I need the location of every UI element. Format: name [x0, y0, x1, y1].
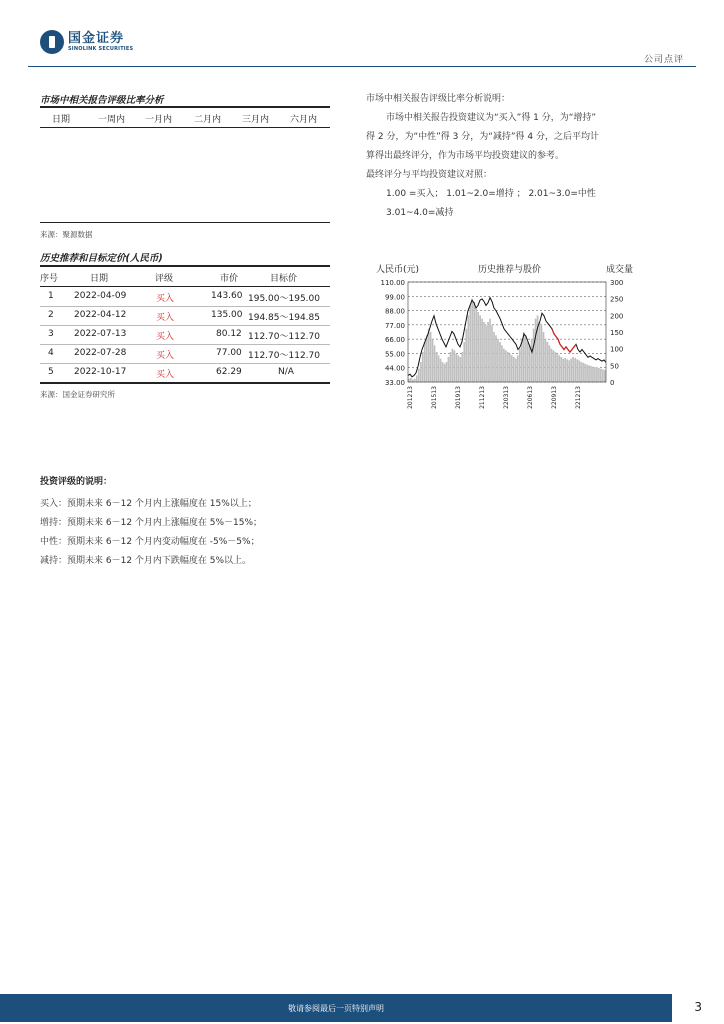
history-table-source: 来源：国金证券研究所	[40, 390, 115, 399]
brand-logo-icon	[40, 30, 64, 54]
history-header-rating: 评级	[155, 274, 174, 284]
volume-bar	[465, 329, 467, 382]
volume-bar	[584, 364, 586, 382]
chart-y-tick-left: 55.00	[384, 350, 405, 359]
history-table-title: 历史推荐和目标定价(人民币)	[40, 253, 163, 264]
volume-bar	[507, 352, 509, 382]
volume-bar	[491, 325, 493, 382]
volume-bar	[434, 345, 436, 382]
recommendation-segment	[552, 329, 576, 352]
rating-explain-buy: 买入：预期未来 6－12 个月内上涨幅度在 15%以上；	[40, 499, 257, 509]
chart-x-tick: 220613	[527, 386, 534, 409]
history-header-target: 目标价	[270, 274, 298, 284]
volume-bar	[545, 339, 547, 382]
volume-bar	[446, 362, 448, 382]
history-row-price: 77.00	[216, 348, 242, 358]
volume-bar	[570, 359, 572, 382]
volume-bar	[503, 349, 505, 382]
history-row-target: 195.00～195.00	[248, 294, 320, 304]
ratio-header-6m: 六月内	[290, 115, 318, 125]
volume-bar	[527, 342, 529, 382]
chart-ylabel-right: 成交量	[606, 265, 634, 275]
ratio-explain-title: 市场中相关报告评级比率分析说明：	[366, 94, 511, 104]
volume-bar	[594, 367, 596, 382]
chart-y-tick-left: 99.00	[384, 293, 405, 302]
volume-bar	[509, 354, 511, 382]
volume-bar	[412, 379, 414, 382]
volume-bar	[469, 305, 471, 382]
chart-y-tick-right: 300	[610, 279, 624, 287]
volume-bar	[551, 349, 553, 382]
volume-bar	[604, 370, 606, 382]
chart-x-tick: 221213	[575, 386, 582, 409]
volume-bar	[523, 332, 525, 382]
volume-bar	[477, 312, 479, 382]
rating-explain-overweight: 增持：预期未来 6－12 个月内上涨幅度在 5%－15%；	[40, 518, 263, 528]
volume-bar	[586, 365, 588, 382]
volume-bar	[543, 332, 545, 382]
volume-bar	[424, 342, 426, 382]
chart-y-tick-right: 100	[610, 345, 624, 354]
chart-title: 历史推荐与股价	[478, 265, 542, 275]
volume-bar	[475, 309, 477, 382]
chart-y-tick-right: 250	[610, 295, 624, 304]
volume-bar	[440, 359, 442, 382]
history-header-date: 日期	[90, 274, 109, 284]
history-row-rating: 买入	[156, 313, 175, 323]
ratio-explain-line: 算得出最终评分，作为市场平均投资建议的参考。	[366, 151, 565, 161]
history-row-date: 2022-04-09	[74, 291, 127, 301]
history-row-date: 2022-07-28	[74, 348, 127, 358]
history-table-header-rule	[40, 286, 330, 287]
ratio-table-bottom-rule	[40, 222, 330, 223]
ratio-table-header-rule	[40, 127, 330, 128]
volume-bar	[602, 369, 604, 382]
volume-bar	[418, 369, 420, 382]
volume-bar	[428, 329, 430, 382]
chart-ylabel-left: 人民币(元)	[376, 265, 420, 275]
volume-bar	[525, 335, 527, 382]
ratio-explain-line: 3.01~4.0=减持	[386, 208, 454, 218]
history-row-divider	[40, 363, 330, 364]
volume-bar	[539, 322, 541, 382]
chart-y-tick-left: 88.00	[384, 307, 405, 316]
volume-bar	[560, 357, 562, 382]
ratio-explain-line: 市场中相关报告投资建议为“买入”得 1 分，为“增持”	[386, 113, 597, 123]
volume-bar	[422, 352, 424, 382]
volume-bar	[495, 335, 497, 382]
volume-bar	[553, 350, 555, 382]
ratio-header-week: 一周内	[98, 115, 126, 125]
history-row-rating: 买入	[156, 370, 175, 380]
chart-x-tick: 201213	[407, 386, 414, 409]
volume-bar	[410, 378, 412, 382]
brand-logo	[40, 30, 133, 54]
volume-bar	[444, 364, 446, 382]
volume-bar	[481, 319, 483, 382]
volume-bar	[501, 345, 503, 382]
volume-bar	[572, 357, 574, 382]
history-row-no: 5	[48, 367, 54, 377]
rating-explain-title: 投资评级的说明：	[40, 477, 113, 487]
history-row-no: 2	[48, 310, 54, 320]
chart-y-tick-right: 0	[610, 379, 615, 387]
volume-bar	[479, 315, 481, 382]
volume-bar	[426, 335, 428, 382]
volume-bar	[448, 357, 450, 382]
history-row-target: 194.85～194.85	[248, 313, 320, 323]
volume-bar	[442, 362, 444, 382]
ratio-header-1m: 一月内	[145, 115, 173, 125]
volume-bar	[558, 355, 560, 382]
chart-y-tick-left: 77.00	[384, 321, 405, 330]
ratio-explain-line: 得 2 分，为“中性”得 3 分，为“减持”得 4 分，之后平均计	[366, 132, 599, 142]
history-row-date: 2022-07-13	[74, 329, 127, 339]
volume-bar	[461, 352, 463, 382]
volume-bar	[576, 359, 578, 382]
volume-bar	[438, 355, 440, 382]
history-row-divider	[40, 344, 330, 345]
chart-x-tick: 201913	[455, 386, 462, 409]
history-row-price: 143.60	[211, 291, 243, 301]
history-row-rating: 买入	[156, 294, 175, 304]
volume-bar	[511, 355, 513, 382]
rating-explain-underweight: 减持：预期未来 6－12 个月内下跌幅度在 5%以上。	[40, 556, 252, 566]
volume-bar	[416, 375, 418, 382]
volume-bar	[459, 357, 461, 382]
volume-bar	[574, 358, 576, 382]
chart-x-tick: 211213	[479, 386, 486, 409]
history-row-no: 3	[48, 329, 54, 339]
volume-bar	[519, 349, 521, 382]
history-row-divider	[40, 325, 330, 326]
chart-x-tick: 201513	[431, 386, 438, 409]
chart-x-tick: 220913	[551, 386, 558, 409]
volume-bar	[529, 345, 531, 382]
volume-bar	[590, 366, 592, 382]
footer-disclaimer: 敬请参阅最后一页特别声明	[288, 1004, 384, 1013]
ratio-header-date: 日期	[52, 115, 71, 125]
history-row-rating: 买入	[156, 351, 175, 361]
document-type: 公司点评	[643, 55, 684, 65]
history-row-rating: 买入	[156, 332, 175, 342]
volume-bar	[568, 360, 570, 382]
volume-bar	[463, 342, 465, 382]
volume-bar	[420, 362, 422, 382]
history-header-no: 序号	[40, 274, 59, 284]
volume-bar	[471, 299, 473, 382]
volume-bar	[596, 367, 598, 382]
volume-bar	[493, 332, 495, 382]
volume-bar	[499, 342, 501, 382]
volume-bar	[497, 339, 499, 382]
volume-bar	[531, 339, 533, 382]
history-table-bottom-rule	[40, 382, 330, 384]
chart-y-tick-right: 200	[610, 312, 624, 321]
chart-y-tick-right: 150	[610, 329, 624, 337]
volume-bar	[450, 352, 452, 382]
volume-bar	[600, 369, 602, 382]
chart-x-tick: 220313	[503, 386, 510, 409]
header-divider	[28, 66, 696, 67]
history-row-price: 135.00	[211, 310, 243, 320]
volume-bar	[458, 355, 460, 382]
chart-y-tick-left: 66.00	[384, 336, 405, 345]
history-row-no: 1	[48, 291, 54, 301]
history-row-target: N/A	[278, 367, 294, 377]
volume-bar	[485, 325, 487, 382]
chart-y-tick-right: 50	[610, 362, 619, 371]
volume-bar	[456, 354, 458, 382]
ratio-table-top-rule	[40, 106, 330, 108]
volume-bar	[436, 352, 438, 382]
volume-bar	[549, 345, 551, 382]
rating-explain-neutral: 中性：预期未来 6－12 个月内变动幅度在 -5%－5%；	[40, 537, 260, 547]
price-history-chart	[370, 262, 640, 412]
volume-bar	[535, 319, 537, 382]
history-table-top-rule	[40, 265, 330, 267]
history-header-price: 市价	[220, 274, 239, 284]
volume-bar	[513, 357, 515, 382]
ratio-explain-line: 最终评分与平均投资建议对照：	[366, 170, 493, 180]
volume-bar	[505, 350, 507, 382]
chart-y-tick-left: 33.00	[384, 379, 405, 387]
volume-bar	[547, 342, 549, 382]
volume-bar	[541, 325, 543, 382]
ratio-header-2m: 二月内	[194, 115, 222, 125]
volume-bar	[588, 365, 590, 382]
volume-bar	[566, 359, 568, 382]
volume-bar	[489, 319, 491, 382]
volume-bar	[533, 329, 535, 382]
history-row-divider	[40, 306, 330, 307]
ratio-table-source: 来源：聚源数据	[40, 230, 93, 239]
volume-bar	[517, 355, 519, 382]
volume-bar	[598, 368, 600, 382]
history-row-target: 112.70～112.70	[248, 332, 320, 342]
volume-bar	[432, 339, 434, 382]
volume-bar	[515, 359, 517, 382]
volume-bar	[557, 354, 559, 382]
volume-bar	[564, 358, 566, 382]
volume-bar	[414, 379, 416, 382]
chart-y-tick-left: 110.00	[380, 279, 405, 287]
volume-bar	[487, 322, 489, 382]
ratio-explain-line: 1.00 =买入； 1.01~2.0=增持 ； 2.01~3.0=中性	[386, 189, 596, 199]
volume-bar	[582, 363, 584, 382]
volume-bar	[580, 362, 582, 382]
volume-bar	[592, 367, 594, 382]
volume-bar	[467, 315, 469, 382]
volume-bar	[555, 352, 557, 382]
history-row-date: 2022-10-17	[74, 367, 127, 377]
chart-y-tick-left: 44.00	[384, 364, 405, 373]
volume-bar	[454, 350, 456, 382]
volume-bar	[452, 349, 454, 382]
history-row-date: 2022-04-12	[74, 310, 127, 320]
volume-bar	[578, 360, 580, 382]
history-row-no: 4	[48, 348, 54, 358]
history-row-price: 80.12	[216, 329, 242, 339]
volume-bar	[483, 322, 485, 382]
volume-bar	[562, 359, 564, 382]
ratio-header-3m: 三月内	[242, 115, 270, 125]
ratio-table-title: 市场中相关报告评级比率分析	[40, 95, 164, 106]
volume-bar	[430, 332, 432, 382]
brand-name-cn: 国金证券	[68, 31, 125, 46]
page-number: 3	[694, 1000, 702, 1014]
history-row-target: 112.70～112.70	[248, 351, 320, 361]
history-row-price: 62.29	[216, 367, 242, 377]
volume-bar	[473, 302, 475, 382]
brand-name-en: SINOLINK SECURITIES	[68, 46, 134, 52]
